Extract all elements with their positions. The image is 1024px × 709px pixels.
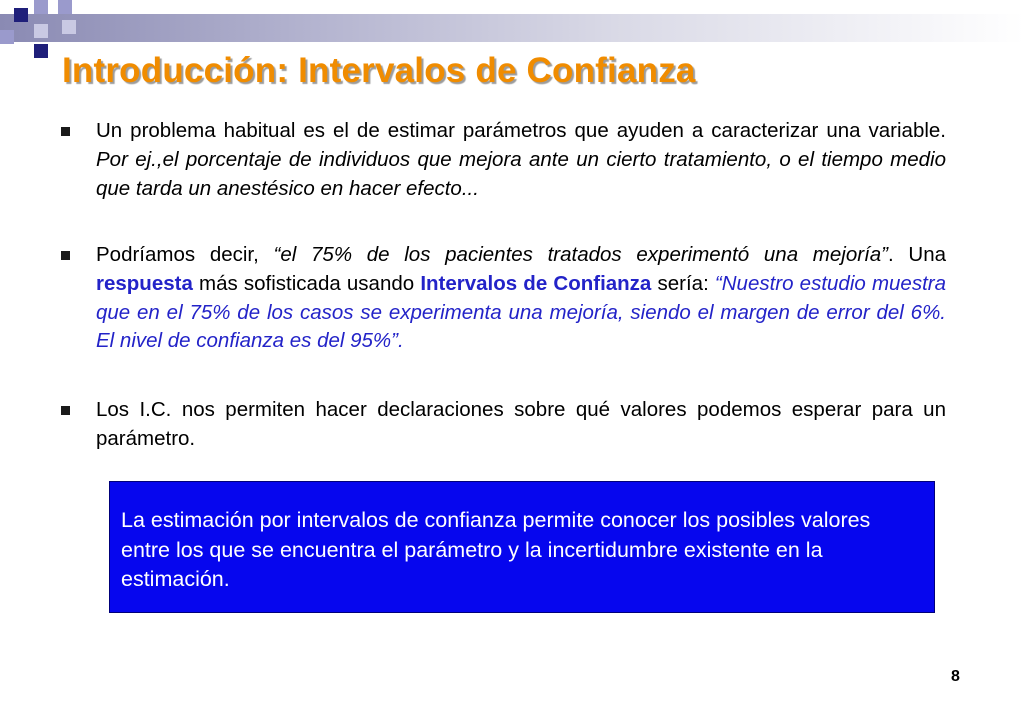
- bullet-3-text: Los I.C. nos permiten hacer declaraciones sobre qué valores podemos esperar para un parámetro.: [96, 398, 946, 450]
- deco-square: [34, 44, 48, 58]
- deco-square: [34, 24, 48, 38]
- bullet-2-text: . Una: [888, 243, 947, 266]
- bullet-2-text: sería:: [651, 271, 715, 295]
- bullet-1-example: Por ej.,el porcentaje de individuos que mejora ante un cierto tratamiento, o el tiempo medio que tarda un anestésico en hacer efecto...: [96, 147, 946, 200]
- bullet-1-text: Un problema habitual es el de estimar parámetros que ayuden a caracterizar una variable.: [96, 119, 946, 142]
- header-bar: [0, 14, 1024, 42]
- bullet-2-quote-sophisticated: “Nuestro estudio muestra que en el 75% de los casos se experimenta una mejoría, siendo el margen de error del 6%. El nivel de confianza es del 95%”.: [96, 271, 946, 353]
- bullet-square-icon: [61, 251, 70, 260]
- bullet-item-1: [96, 117, 946, 203]
- deco-square: [62, 20, 76, 34]
- bullet-square-icon: [61, 406, 70, 415]
- callout-box: [109, 481, 935, 613]
- deco-square: [0, 30, 14, 44]
- slide-title: Introducción: Intervalos de Confianza: [62, 51, 696, 90]
- bullet-2-quote-simple: “el 75% de los pacientes tratados experimentó una mejoría”: [273, 243, 888, 266]
- bullet-square-icon: [61, 127, 70, 136]
- deco-square: [14, 8, 28, 22]
- bullet-2-text: Podríamos decir,: [96, 243, 274, 266]
- bullet-2-keyword-intervalos: Intervalos de Confianza: [420, 271, 652, 295]
- callout-text: La estimación por intervalos de confianza permite conocer los posibles valores entre los que se encuentra el parámetro y la incertidumbre existente en la estimación.: [121, 508, 871, 591]
- deco-square: [58, 0, 72, 14]
- page-number: 8: [951, 668, 960, 685]
- bullet-item-2: [96, 241, 946, 356]
- bullet-item-3: [96, 396, 946, 454]
- bullet-2-text: más sofisticada usando: [192, 271, 421, 295]
- bullet-2-keyword-respuesta: respuesta: [96, 271, 193, 295]
- deco-square: [34, 0, 48, 14]
